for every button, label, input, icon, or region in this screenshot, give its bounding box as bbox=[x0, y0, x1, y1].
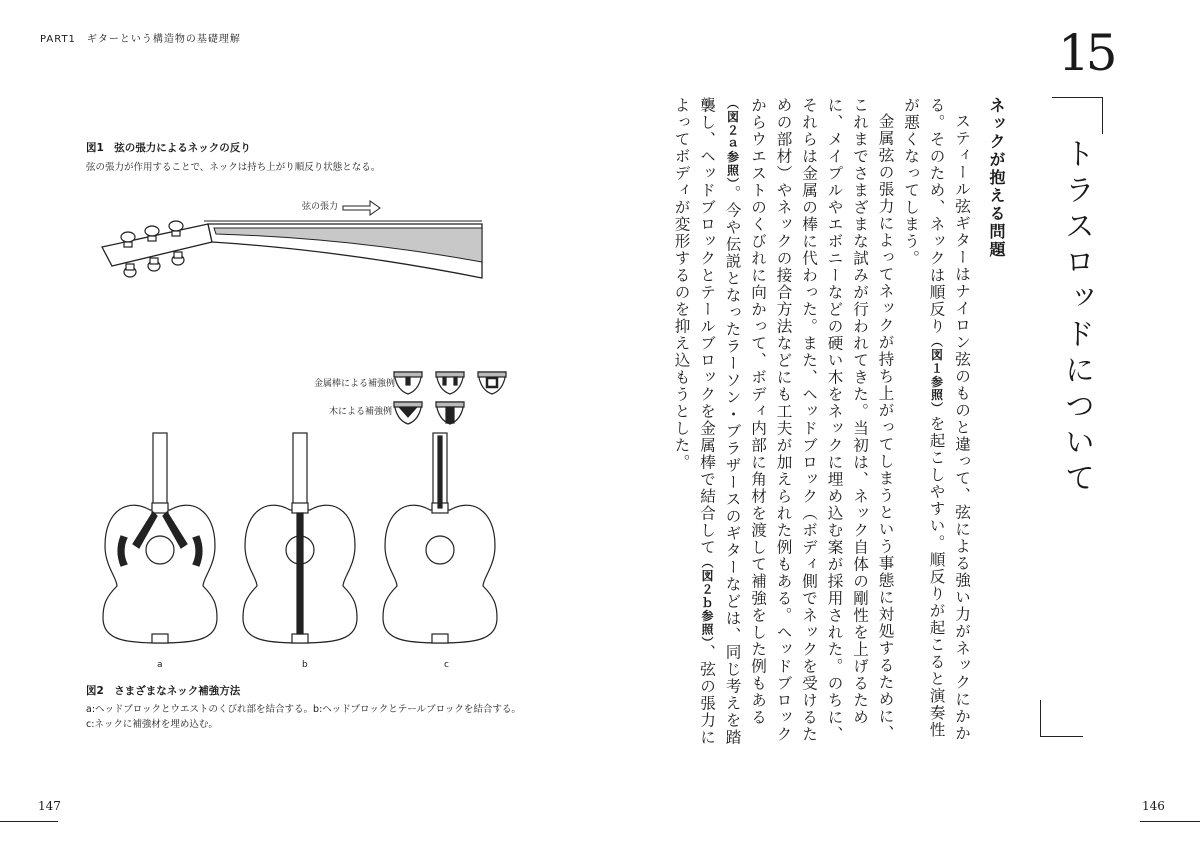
guitar-c-label: c bbox=[444, 660, 449, 670]
figure-1-reference: （図１参照） bbox=[929, 335, 944, 416]
legend-metal-label: 金属棒による補強例 bbox=[314, 379, 396, 389]
paragraph-1-text-b: を起こしやすい。順反りが起こると演奏性が悪くなってしまう。 bbox=[902, 97, 946, 739]
guitar-c bbox=[383, 433, 497, 643]
legend-wood-label: 木による補強例 bbox=[329, 407, 393, 417]
title-bracket-top bbox=[1052, 97, 1103, 134]
reinforcement-cross-sections bbox=[390, 370, 510, 430]
guitar-a-label: a bbox=[157, 660, 163, 670]
metal-bar-single-icon bbox=[394, 372, 422, 394]
chapter-title: トラスロッドについて bbox=[1059, 138, 1094, 498]
body-text bbox=[672, 97, 974, 747]
tension-arrow-label: 弦の張力 bbox=[302, 202, 339, 212]
chapter-number: 15 bbox=[1058, 24, 1114, 82]
paragraph-2-text-c: 、弦の張力によってボディが変形するのを抑え込もうとした。 bbox=[672, 97, 716, 746]
figure-2-title: 図2 さまざまなネック補強方法 bbox=[86, 685, 241, 697]
tension-arrow-icon bbox=[343, 201, 380, 215]
figure-2b-reference: （図２ｂ参照） bbox=[700, 556, 714, 644]
wood-bar-icon bbox=[436, 402, 464, 424]
metal-bar-double-icon bbox=[436, 372, 464, 394]
figure-2-guitar-diagrams bbox=[95, 428, 515, 648]
guitar-b bbox=[243, 433, 357, 643]
figure-1-caption: 弦の張力が作用することで、ネックは持ち上がり順反り状態となる。 bbox=[86, 162, 381, 173]
paragraph-2 bbox=[668, 97, 898, 747]
paragraph-1 bbox=[898, 97, 975, 747]
paragraph-2-text-a: 金属弦の張力によってネックが持ち上がってしまうという事態に対処するために、これまでさまざまな試みが行われてきた。当初は、ネック自体の剛性を上げるために、メイプルやエボニーなどの硬い木をネックに埋め込む案が採用された。のちに、それらは金属の棒に代わった。また、ヘッドブロック（ボディ側でネックを受けるための部材）やネックの接合方法などにも工夫が加えられた例もある。ヘッドブロックからウエストのくびれに向かって、ボディ内部に角材を渡して補強をした例もある bbox=[749, 97, 895, 743]
footer-rule-right bbox=[1140, 821, 1200, 822]
figure-2-caption: a:ヘッドブロックとウエストのくびれ部を結合する。b:ヘッドブロックとテールブロックを結合する。c:ネックに補強材を埋め込む。 bbox=[86, 704, 521, 730]
paragraph-2-text-b: 。今や伝説となったラーソン・ブラザースのギターなどは、同じ考えを踏襲し、ヘッドブロックとテールブロックを金属棒で結合して bbox=[698, 97, 742, 746]
section-heading: ネックが抱える問題 bbox=[987, 97, 1006, 259]
metal-bar-square-icon bbox=[478, 372, 506, 394]
page-number-left: 147 bbox=[38, 799, 61, 813]
title-bracket-bottom bbox=[1040, 700, 1083, 737]
guitar-a bbox=[103, 433, 217, 643]
paragraph-1-text-a: スティール弦ギターはナイロン弦のものと違って、弦による強い力がネックにかかる。そのため、ネックは順反り bbox=[927, 97, 971, 742]
footer-rule-left bbox=[0, 821, 58, 822]
running-head: PART1 ギターという構造物の基礎理解 bbox=[40, 34, 241, 45]
figure-1-title: 図1 弦の張力によるネックの反り bbox=[86, 142, 251, 154]
figure-1-neck-diagram bbox=[90, 190, 510, 290]
wood-triangle-icon bbox=[394, 402, 422, 424]
figure-2a-reference: （図２ａ参照） bbox=[725, 97, 740, 185]
page-number-right: 146 bbox=[1142, 799, 1165, 813]
guitar-b-label: b bbox=[302, 660, 308, 670]
